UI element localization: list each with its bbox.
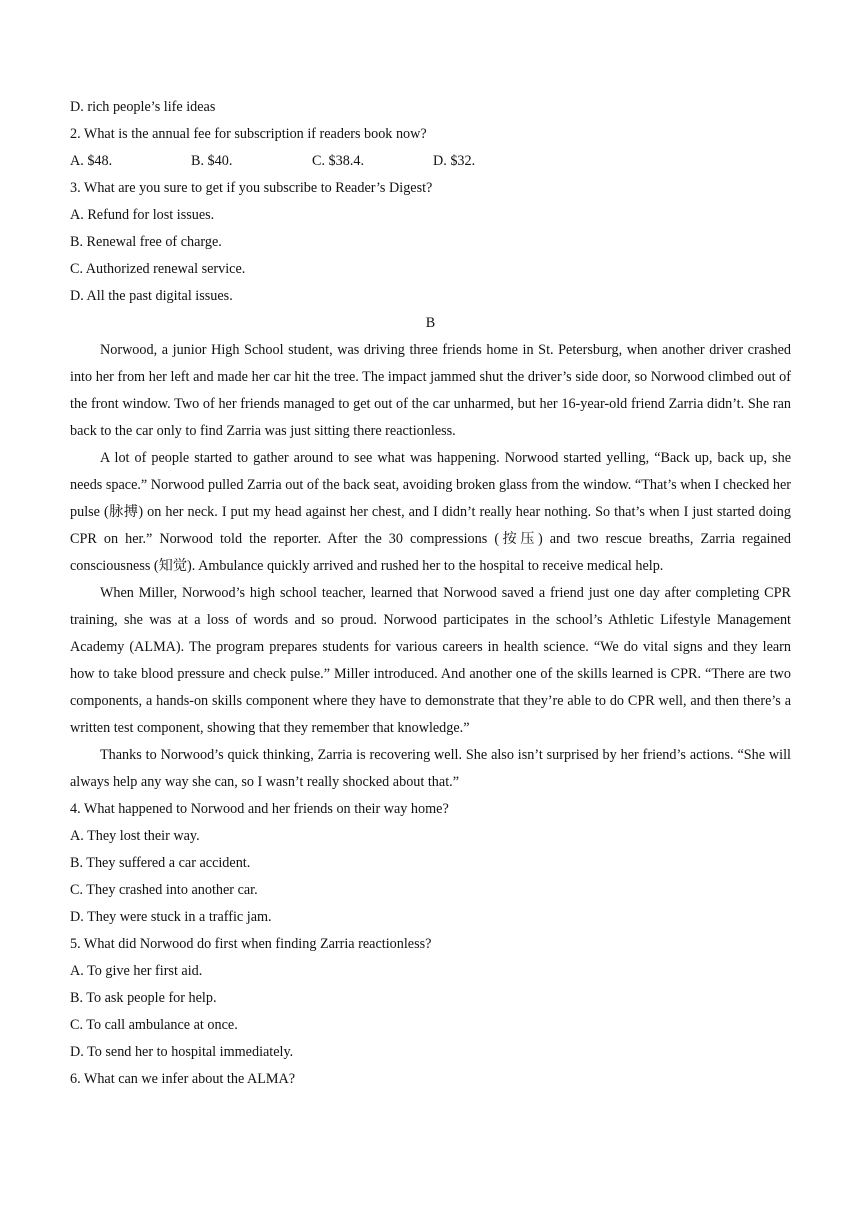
- passage-paragraph-3: When Miller, Norwood’s high school teacher, learned that Norwood saved a friend just one day after completing CPR training, she was at a loss of words and so proud. Norwood participates in the school’s Athletic Lifestyle Management Academy (ALMA). The program prepares students for various careers in health science. “We do vital signs and they learn how to take blood pressure and check pulse.” Miller introduced. And another one of the skills learned is CPR. “There are two components, a hands-on skills component where they have to demonstrate that they’re able to do CPR well, and then there’s a written test component, showing that they remember that knowledge.”: [70, 585, 791, 736]
- q6-stem: 6. What can we infer about the ALMA?: [70, 1071, 296, 1087]
- q4-option-a: A. They lost their way.: [70, 828, 200, 844]
- q2-options: [70, 148, 791, 175]
- q3-option-c: C. Authorized renewal service.: [70, 261, 246, 277]
- q3-option-b: B. Renewal free of charge.: [70, 234, 222, 250]
- document-page: [70, 94, 791, 1093]
- q5-option-d: D. To send her to hospital immediately.: [70, 1044, 294, 1060]
- q5-option-a: A. To give her first aid.: [70, 963, 203, 979]
- q3-option-a: A. Refund for lost issues.: [70, 207, 215, 223]
- q5-option-b: B. To ask people for help.: [70, 990, 217, 1006]
- q3-option-d: D. All the past digital issues.: [70, 288, 233, 304]
- q4-option-c: C. They crashed into another car.: [70, 882, 258, 898]
- q2-option-d: D. $32.: [433, 153, 476, 169]
- q5-option-c: C. To call ambulance at once.: [70, 1017, 238, 1033]
- q4-option-d: D. They were stuck in a traffic jam.: [70, 909, 272, 925]
- q1-option-d: D. rich people’s life ideas: [70, 99, 216, 115]
- q2-option-c: C. $38.4.: [312, 153, 365, 169]
- q4-option-b: B. They suffered a car accident.: [70, 855, 251, 871]
- q2-option-a: A. $48.: [70, 153, 113, 169]
- q4-stem: 4. What happened to Norwood and her friends on their way home?: [70, 801, 449, 817]
- passage-paragraph-1: Norwood, a junior High School student, was driving three friends home in St. Petersburg, when another driver crashed into her from her left and made her car hit the tree. The impact jammed shut the driver’s side door, so Norwood climbed out of the front window. Two of her friends managed to get out of the car unharmed, but her 16-year-old friend Zarria didn’t. She ran back to the car only to find Zarria was just sitting there reactionless.: [70, 342, 791, 439]
- q3-stem: 3. What are you sure to get if you subscribe to Reader’s Digest?: [70, 180, 433, 196]
- passage-paragraph-4: Thanks to Norwood’s quick thinking, Zarria is recovering well. She also isn’t surprised by her friend’s actions. “She will always help any way she can, so I wasn’t really shocked about that.”: [70, 747, 791, 790]
- passage-paragraph-2: A lot of people started to gather around to see what was happening. Norwood started yelling, “Back up, back up, she needs space.” Norwood pulled Zarria out of the back seat, avoiding broken glass from the window. “That’s when I checked her pulse (脉搏) on her neck. I put my head against her chest, and I didn’t really hear nothing. So that’s when I just started doing CPR on her.” Norwood told the reporter. After the 30 compressions (按压) and two rescue breaths, Zarria regained consciousness (知觉). Ambulance quickly arrived and rushed her to the hospital to receive medical help.: [70, 450, 791, 574]
- section-heading: B: [425, 315, 436, 331]
- q2-stem: 2. What is the annual fee for subscription if readers book now?: [70, 126, 427, 142]
- q5-stem: 5. What did Norwood do first when finding Zarria reactionless?: [70, 936, 432, 952]
- q2-option-b: B. $40.: [191, 153, 233, 169]
